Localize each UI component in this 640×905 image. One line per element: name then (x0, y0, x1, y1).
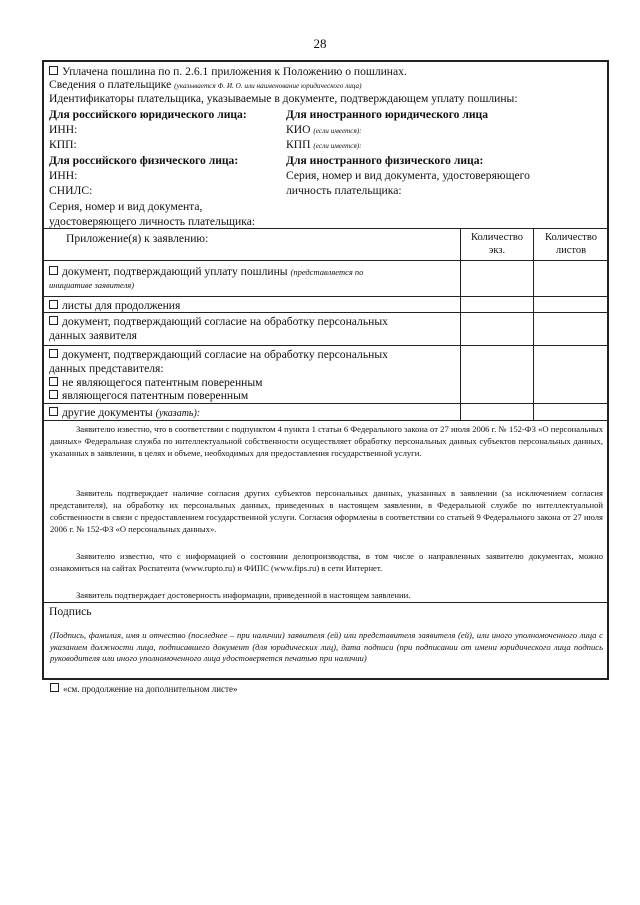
attachment-consent-applicant: документ, подтверждающий согласие на обработку персональных (49, 315, 388, 328)
ru-legal-label: Для российского юридического лица: (49, 108, 247, 121)
fee-doc-checkbox[interactable] (49, 266, 58, 275)
signature-note: (Подпись, фамилия, имя и отчество (последнее – при наличии) заявителя (ей) или представителя заявителя (ей), или иного уполномоченного лица с указанием должности лица, подписавшего документ (для юридических лиц), дата подписи (при подписании от имени юридического лица подпись руководителя или иного уполномоченного лица удостоверяется печатью при наличии) (50, 630, 603, 663)
signature-label: Подпись (49, 605, 92, 618)
kio-line: КИО (если имеется): (286, 123, 362, 136)
notice-accuracy: Заявитель подтверждает достоверность информации, приведенной в настоящем заявлении. (76, 590, 411, 600)
page-number: 28 (313, 36, 327, 51)
fee-doc-hint: инициативе заявителя) (49, 280, 135, 290)
continuation-note-checkbox[interactable] (50, 683, 59, 692)
paid-fee-checkbox[interactable] (49, 66, 58, 75)
consent-rep-checkbox[interactable] (49, 349, 58, 358)
patent-attorney-checkbox[interactable] (49, 390, 58, 399)
patent-attorney-option: являющегося патентным поверенным (49, 389, 248, 402)
foreign-person-label: Для иностранного физического лица: (286, 154, 484, 167)
paid-fee-line: Уплачена пошлина по п. 2.6.1 приложения к Положению о пошлинах. (49, 65, 407, 78)
foreign-series-line-2: личность плательщика: (286, 184, 402, 197)
other-docs-checkbox[interactable] (49, 407, 58, 416)
consent-applicant-line-2: данных заявителя (49, 329, 138, 342)
divider (44, 296, 607, 297)
foreign-legal-label: Для иностранного юридического лица (286, 108, 489, 121)
ru-series-line-1: Серия, номер и вид документа, (49, 200, 203, 213)
divider (44, 403, 607, 404)
continuation-note: «см. продолжение на дополнительном листе» (50, 683, 237, 694)
divider (44, 345, 607, 346)
not-patent-attorney-option: не являющегося патентным поверенным (49, 376, 262, 389)
col-divider (533, 228, 534, 420)
ru-series-line-2: удостоверяющего личность плательщика: (49, 215, 256, 228)
kpp-label: КПП: (49, 138, 77, 151)
inn-label: ИНН: (49, 123, 78, 136)
payer-info-line: Сведения о плательщике (указывается Ф. И. О. или наименование юридического лица) (49, 78, 362, 91)
col-sheets-header: Количество листов (544, 232, 598, 256)
notice-consent: Заявитель подтверждает наличие согласия других субъектов персональных данных, указанных в заявлении (за исключением согласия представителя), на обработку их персональных данных, приведенных в настоящем заявлении, в Федеральной службе по интеллектуальной собственности в связи с предоставлением государственной услуги. Согласия оформлены в соответствии со статьей 9 Федерального закона от 27 июля 2006 г. № 152-ФЗ «О персональных данных». (50, 488, 603, 534)
identifiers-label: Идентификаторы плательщика, указываемые в документе, подтверждающем уплату пошлины: (49, 92, 518, 105)
divider (44, 228, 607, 229)
divider (44, 260, 607, 261)
foreign-series-line-1: Серия, номер и вид документа, удостоверяющего (286, 169, 530, 182)
consent-rep-line-2: данных представителя: (49, 362, 164, 375)
divider (44, 602, 607, 603)
attachment-consent-rep: документ, подтверждающий согласие на обработку персональных (49, 348, 388, 361)
col-count-header: Количество экз. (470, 232, 524, 256)
snils-label: СНИЛС: (49, 184, 93, 197)
notice-personal-data: Заявителю известно, что в соответствии с подпунктом 4 пункта 1 статьи 6 Федерального закона от 27 июля 2006 г. № 152-ФЗ «О персональных данных» Федеральная служба по интеллектуальной собственности осуществляет обработку персональных данных субъектов персональных данных, указанных в заявлении, в целях и объеме, необходимых для предоставления государственной услуги. (50, 424, 603, 458)
notice-status-info: Заявителю известно, что с информацией о состоянии делопроизводства, в том числе о направленных заявителю документах, можно ознакомиться на сайтах Роспатента (www.rupto.ru) и ФИПС (www.fips.ru) в сети Интернет. (50, 551, 603, 573)
attachment-fee-doc: документ, подтверждающий уплату пошлины (представляется по (49, 265, 363, 279)
inn-person-label: ИНН: (49, 169, 78, 182)
divider (44, 420, 607, 421)
payer-info-hint: (указывается Ф. И. О. или наименование юридического лица) (174, 82, 362, 90)
not-patent-attorney-checkbox[interactable] (49, 377, 58, 386)
attachment-other-docs: другие документы (указать): (49, 406, 200, 420)
attachments-header: Приложение(я) к заявлению: (66, 232, 209, 245)
continuation-checkbox[interactable] (49, 300, 58, 309)
application-form (42, 60, 609, 680)
kpp-foreign-line: КПП (если имеется): (286, 138, 362, 151)
consent-applicant-checkbox[interactable] (49, 316, 58, 325)
col-divider (460, 228, 461, 420)
divider (44, 312, 607, 313)
ru-person-label: Для российского физического лица: (49, 154, 239, 167)
attachment-continuation: листы для продолжения (49, 299, 180, 312)
